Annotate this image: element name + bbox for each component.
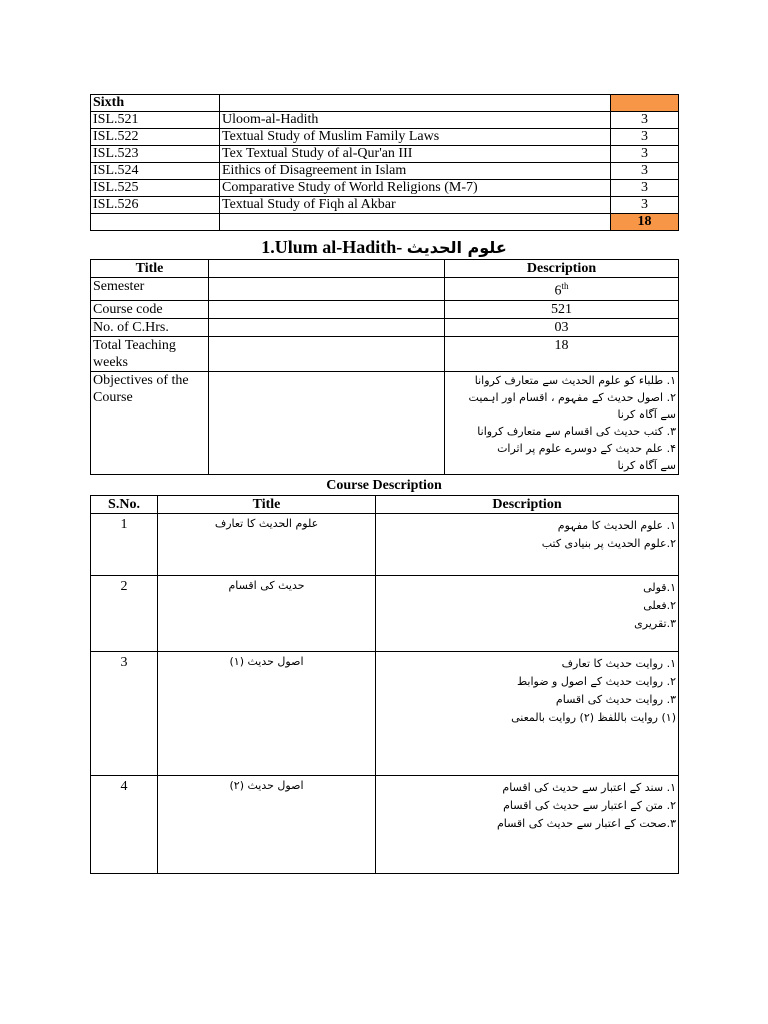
semester-suffix: th [561,281,569,291]
empty-cell [91,214,220,231]
table-row [91,112,679,129]
course-title: Textual Study of Muslim Family Laws [220,129,611,146]
table-row [91,318,679,336]
course-info-table [90,259,679,475]
sno-header: S.No. [91,496,158,514]
description-line: ۳.صحت کے اعتبار سے حدیث کی اقسام [496,817,676,830]
serial-number: 3 [91,652,158,776]
course-heading-latin: 1.Ulum al-Hadith- [261,237,403,257]
semester-number: 6 [554,283,562,299]
objective-line: ۳. کتب حدیث کی اقسام سے متعارف کروانا [477,424,676,438]
empty-cell [220,95,611,112]
credit-hours-label: No. of C.Hrs. [91,318,209,336]
course-code: ISL.523 [91,146,220,163]
table-row [91,300,679,318]
course-title: Tex Textual Study of al-Qur'an III [220,146,611,163]
course-code-label: Course code [91,300,209,318]
course-title: Uloom-al-Hadith [220,112,611,129]
objective-line: ۲. اصول حدیث کے مفہوم ، اقسام اور اہمیت [468,390,676,404]
table-row [91,197,679,214]
table-row [91,163,679,180]
course-credits: 3 [611,129,679,146]
topic-description [376,514,679,576]
serial-number: 4 [91,776,158,874]
topic-title: اصول حدیث (۲) [158,776,376,874]
empty-cell [209,278,445,301]
course-code-value: 521 [445,300,679,318]
course-code: ISL.524 [91,163,220,180]
table-row [91,514,679,576]
objectives-label: Objectives of the Course [91,371,209,474]
course-title: Comparative Study of World Religions (M-7) [220,180,611,197]
credit-hours-value: 03 [445,318,679,336]
description-line: ۳. روایت حدیث کی اقسام [555,693,676,706]
semester-header-row [91,95,679,112]
course-code: ISL.521 [91,112,220,129]
credits-header-cell [611,95,679,112]
description-line: ۲.فعلی [643,599,676,612]
info-header-row [91,260,679,278]
course-code: ISL.522 [91,129,220,146]
table-row [91,278,679,301]
course-credits: 3 [611,163,679,180]
course-credits: 3 [611,180,679,197]
course-description-table [90,495,679,874]
total-row [91,214,679,231]
serial-number: 2 [91,576,158,652]
course-code: ISL.526 [91,197,220,214]
table-row [91,576,679,652]
description-line: ۲. روایت حدیث کے اصول و ضوابط [516,675,676,688]
empty-cell [209,371,445,474]
table-row [91,129,679,146]
cd-description-header: Description [376,496,679,514]
table-row [91,652,679,776]
topic-description [376,576,679,652]
empty-cell [209,336,445,371]
course-credits: 3 [611,146,679,163]
info-title-header: Title [91,260,209,278]
course-title: Textual Study of Fiqh al Akbar [220,197,611,214]
description-line: ۱. سند کے اعتبار سے حدیث کی اقسام [502,781,676,794]
objective-line: ۴. علم حدیث کے دوسرے علوم پر اثرات [497,441,676,455]
description-line: ۱. علوم الحدیث کا مفہوم [557,519,676,532]
table-row [91,776,679,874]
topic-description [376,776,679,874]
topic-title: علوم الحدیث کا تعارف [158,514,376,576]
empty-cell [220,214,611,231]
course-heading [90,236,678,259]
description-line: ۱.قولی [643,581,676,594]
serial-number: 1 [91,514,158,576]
semester-course-table [90,94,679,231]
objective-line: ۱. طلباء کو علوم الحدیث سے متعارف کروانا [474,373,676,387]
semester-row-label: Semester [91,278,209,301]
topic-description [376,652,679,776]
total-credits: 18 [611,214,679,231]
course-title: Eithics of Disagreement in Islam [220,163,611,180]
course-credits: 3 [611,197,679,214]
course-code: ISL.525 [91,180,220,197]
course-credits: 3 [611,112,679,129]
cd-title-header: Title [158,496,376,514]
objective-line: سے آگاہ کرنا [617,458,676,472]
description-line: ۲. متن کے اعتبار سے حدیث کی اقسام [503,799,676,812]
teaching-weeks-value: 18 [445,336,679,371]
table-row [91,180,679,197]
objectives-list [445,371,679,474]
semester-row-value [445,278,679,301]
table-row [91,336,679,371]
table-row [91,371,679,474]
course-heading-urdu: علوم الحدیث [406,238,507,257]
topic-title: حدیث کی اقسام [158,576,376,652]
topic-title: اصول حدیث (۱) [158,652,376,776]
description-line: ۳.تقریری [634,617,676,630]
empty-cell [209,260,445,278]
table-row [91,146,679,163]
course-description-title: Course Description [326,478,442,493]
objective-line: سے آگاہ کرنا [617,407,676,421]
description-line: ۱. روایت حدیث کا تعارف [561,657,676,670]
empty-cell [209,300,445,318]
description-line: ۲.علوم الحدیث پر بنیادی کتب [541,537,676,550]
cd-header-row [91,496,679,514]
description-line: (۱) روایت باللفظ (۲) روایت بالمعنی [511,711,676,724]
teaching-weeks-label: Total Teaching weeks [91,336,209,371]
info-description-header: Description [445,260,679,278]
semester-label: Sixth [91,95,220,112]
empty-cell [209,318,445,336]
